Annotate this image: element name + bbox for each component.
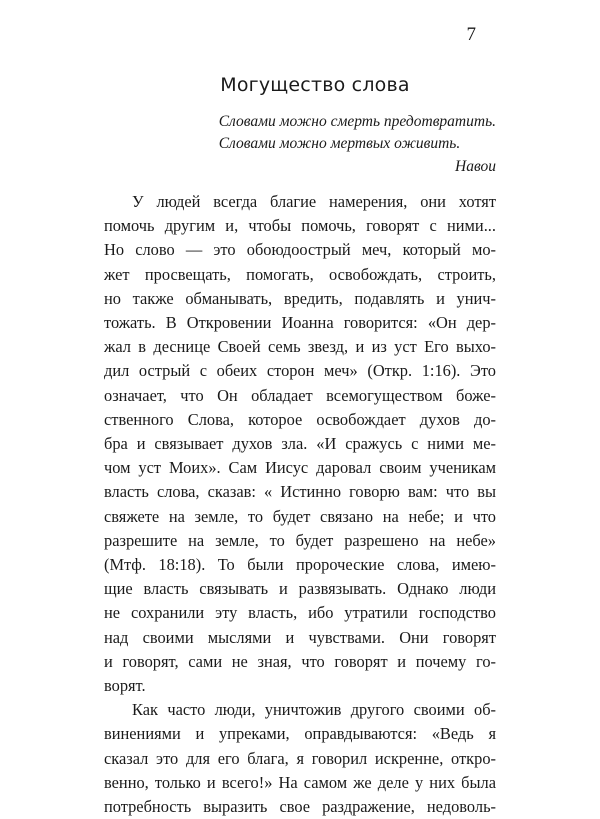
text-line: ственного Слова, которое освобождает духов до- — [104, 409, 496, 429]
page-number: 7 — [466, 24, 476, 45]
epigraph-line: Словами можно мертвых оживить. — [218, 135, 461, 152]
text-line: сказал это для его блага, я говорил искренне, откро- — [104, 748, 496, 768]
text-line: и говорят, сами не зная, что говорят и почему го- — [104, 651, 496, 671]
text-line: жал в деснице Своей семь звезд, и из уст Его выхо- — [104, 337, 496, 357]
text-line: над своими мыслями и чувствами. Они говорят — [104, 627, 496, 647]
text-line: жет просвещать, помогать, освобождать, строить, — [104, 264, 496, 284]
text-line: тожать. В Откровении Иоанна говорится: «Он дер- — [104, 313, 496, 333]
body-text — [104, 190, 496, 819]
text-line: венно, только и всего!» На самом же деле у них была — [104, 772, 496, 792]
text-line: бра и связывает духов зла. «И сражусь с ними ме- — [104, 434, 496, 454]
epigraph-line: Словами можно смерть предотвратить. — [218, 113, 496, 130]
text-line: не сохранили эту власть, ибо утратили господство — [104, 603, 496, 623]
text-line: (Мтф. 18:18). То были пророческие слова, имею- — [104, 555, 496, 575]
text-line: У людей всегда благие намерения, они хотят — [132, 192, 496, 211]
text-line: но также обманывать, вредить, подавлять и унич- — [104, 288, 496, 308]
text-line: дил острый с обеих сторон меч» (Откр. 1:16). Это — [104, 361, 496, 381]
text-line: Но слово — это обоюдоострый меч, который мо- — [104, 240, 496, 260]
epigraph — [219, 111, 496, 155]
text-line: означает, что Он обладает всемогуществом боже- — [104, 385, 496, 405]
text-line: Как часто люди, уничтожив другого своими об- — [132, 700, 496, 720]
text-line: винениями и упреками, оправдываются: «Ведь я — [104, 724, 496, 744]
chapter-title: Могущество слова — [220, 74, 410, 96]
text-line: разрешите на земле, то будет разрешено на небе» — [104, 530, 496, 550]
text-line: власть слова, сказав: « Истинно говорю вам: что вы — [104, 482, 496, 502]
text-line: помочь другим и, чтобы помочь, говорят с ними... — [104, 216, 496, 236]
text-line: свяжете на земле, то будет связано на небе; и что — [104, 506, 496, 526]
epigraph-author: Навои — [455, 158, 496, 175]
text-line: потребность выразить свое раздражение, недоволь- — [104, 797, 496, 817]
text-line: чом уст Моих». Сам Иисус даровал своим ученикам — [104, 458, 496, 478]
text-line: ворят. — [104, 676, 146, 696]
text-line: щие власть связывать и развязывать. Однако люди — [104, 579, 496, 599]
